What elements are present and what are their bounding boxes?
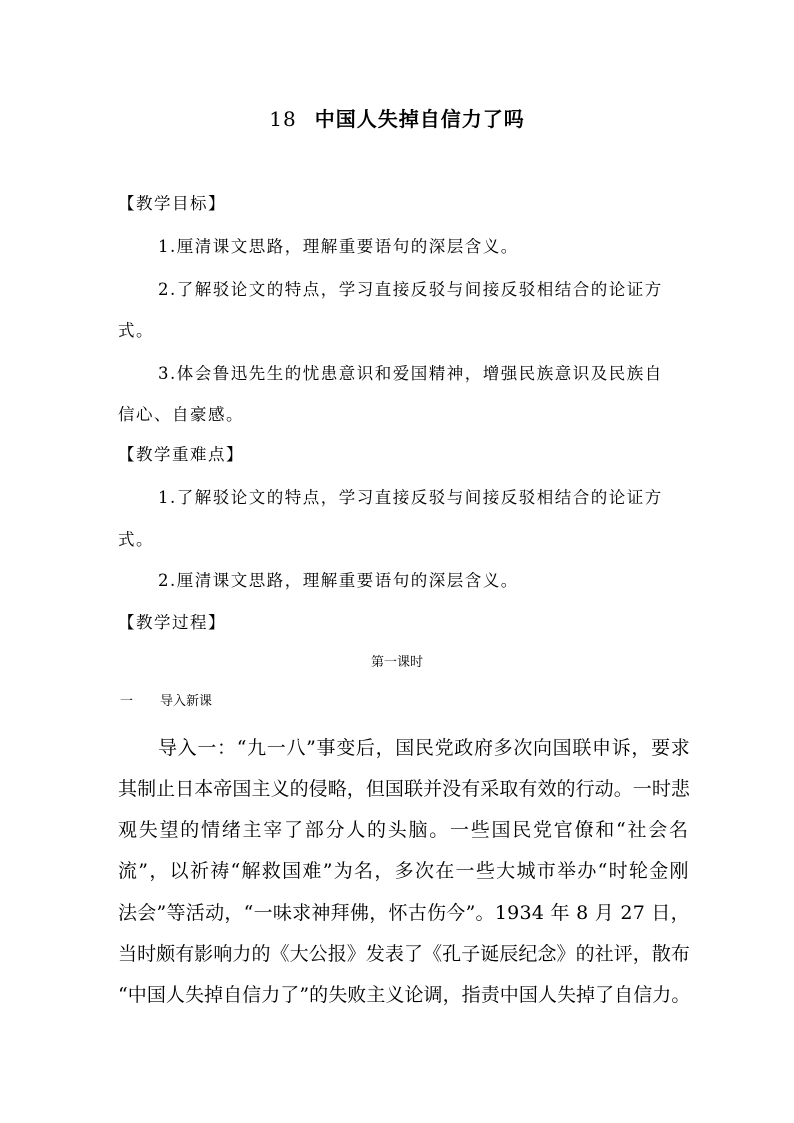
intro-line: 导入一：“九一八”事变后，国民党政府多次向国联申诉，要求 [158, 737, 691, 759]
lesson-label: 第一课时 [370, 655, 423, 670]
step-marker: 一 [120, 694, 134, 709]
lesson-number: 18 [269, 107, 297, 131]
intro-line: 其制止日本帝国主义的侵略，但国联并没有采取有效的行动。一时悲 [118, 778, 691, 800]
key-point-line: 1.了解驳论文的特点，学习直接反驳与间接反驳相结合的论证方 [158, 488, 663, 507]
objectives-heading: 【教学目标】 [118, 194, 226, 213]
lesson-title: 中国人失掉自信力了吗 [314, 107, 525, 131]
objective-line: 式。 [118, 321, 154, 340]
objective-line: 1.厘清课文思路，理解重要语句的深层含义。 [158, 237, 519, 256]
process-heading: 【教学过程】 [118, 613, 226, 632]
key-point-line: 式。 [118, 530, 154, 549]
step-label: 导入新课 [160, 694, 213, 709]
objective-line: 信心、自豪感。 [118, 405, 244, 424]
intro-line: 流”，以祈祷“解救国难”为名，多次在一些大城市举办“时轮金刚 [118, 860, 690, 882]
intro-line: 法会”等活动，“一味求神拜佛，怀古伤今”。1934 年 8 月 27 日， [118, 902, 690, 924]
intro-line: “中国人失掉自信力了”的失败主义论调，指责中国人失掉了自信力。 [118, 984, 691, 1006]
page-title [0, 103, 794, 132]
objective-line: 2.了解驳论文的特点，学习直接反驳与间接反驳相结合的论证方 [158, 280, 663, 299]
key-points-heading: 【教学重难点】 [118, 445, 244, 464]
intro-line: 当时颇有影响力的《大公报》发表了《孔子诞辰纪念》的社评，散布 [118, 943, 691, 965]
objective-line: 3.体会鲁迅先生的忧患意识和爱国精神，增强民族意识及民族自 [158, 364, 663, 383]
key-point-line: 2.厘清课文思路，理解重要语句的深层含义。 [158, 571, 519, 590]
intro-line: 观失望的情绪主宰了部分人的头脑。一些国民党官僚和“社会名 [118, 819, 690, 841]
